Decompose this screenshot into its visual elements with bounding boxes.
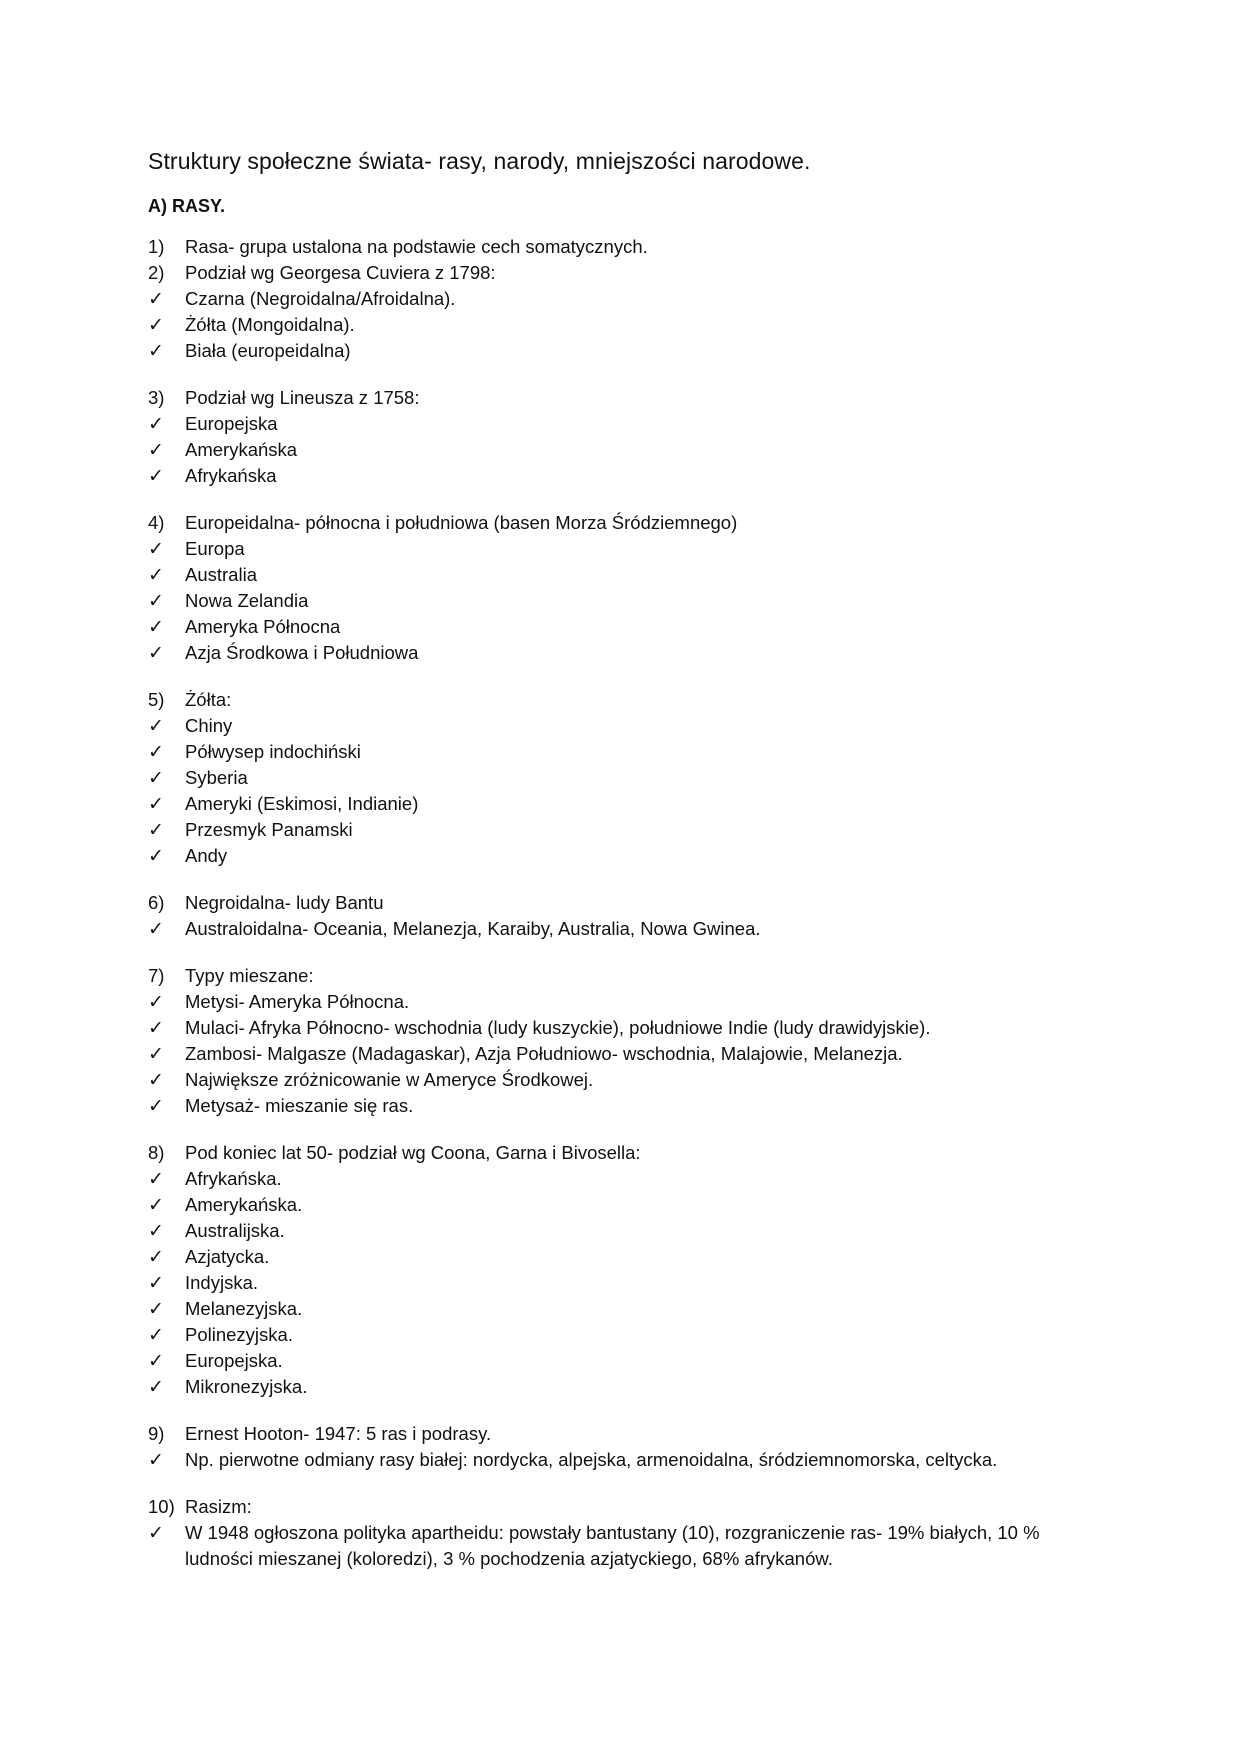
list-item-text: Azjatycka.	[185, 1246, 270, 1267]
list-number: 4)	[148, 512, 165, 533]
check-icon: ✓	[148, 845, 164, 867]
list-number: 10)	[148, 1496, 175, 1517]
list-item-text: Rasizm:	[185, 1496, 252, 1517]
check-icon: ✓	[148, 1017, 164, 1039]
list-item	[148, 463, 1088, 489]
list-number: 5)	[148, 689, 165, 710]
list-section	[148, 1421, 1088, 1473]
list-item	[148, 385, 1088, 411]
list-section	[148, 1494, 1088, 1572]
check-icon: ✓	[148, 1069, 164, 1091]
list-section	[148, 510, 1088, 666]
list-item	[148, 765, 1088, 791]
list-item-text: Przesmyk Panamski	[185, 819, 353, 840]
list-item-text: Polinezyjska.	[185, 1324, 293, 1345]
list-item	[148, 1348, 1088, 1374]
list-item	[148, 640, 1088, 666]
list-item-text: Ameryka Północna	[185, 616, 341, 637]
list-item-text: Rasa- grupa ustalona na podstawie cech somatycznych.	[185, 236, 648, 257]
list-item-text: Andy	[185, 845, 228, 866]
list-item	[148, 1520, 1088, 1572]
list-section	[148, 687, 1088, 869]
list-item-text: Europa	[185, 538, 245, 559]
check-icon: ✓	[148, 642, 164, 664]
check-icon: ✓	[148, 1449, 164, 1471]
check-icon: ✓	[148, 1272, 164, 1294]
list-item	[148, 1296, 1088, 1322]
list-item	[148, 234, 1088, 260]
list-item-text: Afrykańska	[185, 465, 277, 486]
list-item-text: Nowa Zelandia	[185, 590, 309, 611]
list-item	[148, 1270, 1088, 1296]
list-item-text: Podział wg Georgesa Cuviera z 1798:	[185, 262, 496, 283]
check-icon: ✓	[148, 616, 164, 638]
list-number: 1)	[148, 236, 165, 257]
list-item	[148, 286, 1088, 312]
check-icon: ✓	[148, 991, 164, 1013]
list-section	[148, 963, 1088, 1119]
list-item-text: Największe zróżnicowanie w Ameryce Środkowej.	[185, 1069, 594, 1090]
check-icon: ✓	[148, 413, 164, 435]
section-heading: A) RASY.	[148, 196, 226, 216]
document-body	[148, 234, 1088, 1572]
list-item	[148, 312, 1088, 338]
check-icon: ✓	[148, 1043, 164, 1065]
list-item	[148, 510, 1088, 536]
check-icon: ✓	[148, 1095, 164, 1117]
list-item-text: Zambosi- Malgasze (Madagaskar), Azja Południowo- wschodnia, Malajowie, Melanezja.	[185, 1043, 903, 1064]
list-item	[148, 1218, 1088, 1244]
list-item	[148, 1447, 1088, 1473]
list-item	[148, 1192, 1088, 1218]
list-item-text: Melanezyjska.	[185, 1298, 303, 1319]
list-item-text: Półwysep indochiński	[185, 741, 361, 762]
list-item	[148, 437, 1088, 463]
list-number: 7)	[148, 965, 165, 986]
check-icon: ✓	[148, 340, 164, 362]
list-item-text: Podział wg Lineusza z 1758:	[185, 387, 420, 408]
check-icon: ✓	[148, 1298, 164, 1320]
list-item	[148, 817, 1088, 843]
list-item-text: Np. pierwotne odmiany rasy białej: nordycka, alpejska, armenoidalna, śródziemnomorska, celtycka.	[185, 1449, 998, 1470]
list-item-text: Australia	[185, 564, 257, 585]
list-item	[148, 890, 1088, 916]
list-item-text: Syberia	[185, 767, 248, 788]
list-item-text: Metysi- Ameryka Północna.	[185, 991, 410, 1012]
list-item	[148, 536, 1088, 562]
document-title: Struktury społeczne świata- rasy, narody, mniejszości narodowe.	[148, 148, 811, 174]
list-item	[148, 791, 1088, 817]
list-item	[148, 411, 1088, 437]
list-item	[148, 1494, 1088, 1520]
list-item-text: Europejska.	[185, 1350, 283, 1371]
check-icon: ✓	[148, 715, 164, 737]
check-icon: ✓	[148, 1220, 164, 1242]
check-icon: ✓	[148, 1246, 164, 1268]
check-icon: ✓	[148, 741, 164, 763]
list-item-text: Europejska	[185, 413, 278, 434]
list-item-text: Mikronezyjska.	[185, 1376, 308, 1397]
list-item	[148, 1015, 1088, 1041]
check-icon: ✓	[148, 564, 164, 586]
list-item-text: Ernest Hooton- 1947: 5 ras i podrasy.	[185, 1423, 492, 1444]
list-item	[148, 1166, 1088, 1192]
list-section	[148, 890, 1088, 942]
check-icon: ✓	[148, 1194, 164, 1216]
check-icon: ✓	[148, 314, 164, 336]
list-item-text: Amerykańska.	[185, 1194, 303, 1215]
list-item-text: Czarna (Negroidalna/Afroidalna).	[185, 288, 456, 309]
list-item	[148, 1421, 1088, 1447]
list-item-text: Australoidalna- Oceania, Melanezja, Karaiby, Australia, Nowa Gwinea.	[185, 918, 761, 939]
list-item	[148, 562, 1088, 588]
check-icon: ✓	[148, 1168, 164, 1190]
list-item	[148, 1140, 1088, 1166]
list-item-text: Negroidalna- ludy Bantu	[185, 892, 384, 913]
list-item	[148, 1322, 1088, 1348]
list-item-text: Afrykańska.	[185, 1168, 282, 1189]
list-item-text: Żółta:	[185, 689, 232, 710]
list-number: 2)	[148, 262, 165, 283]
check-icon: ✓	[148, 439, 164, 461]
check-icon: ✓	[148, 465, 164, 487]
list-item-text: Australijska.	[185, 1220, 285, 1241]
check-icon: ✓	[148, 819, 164, 841]
list-section	[148, 234, 1088, 364]
list-item	[148, 687, 1088, 713]
list-item-text: W 1948 ogłoszona polityka apartheidu: powstały bantustany (10), rozgraniczenie ras- 19% białych, 10 % ludności mieszanej (koloredzi), 3 % pochodzenia azjatyckiego, 68% afrykanów.	[185, 1522, 1040, 1569]
document-page	[148, 148, 1088, 1593]
check-icon: ✓	[148, 1350, 164, 1372]
check-icon: ✓	[148, 767, 164, 789]
list-item	[148, 916, 1088, 942]
list-section	[148, 385, 1088, 489]
check-icon: ✓	[148, 1522, 164, 1544]
check-icon: ✓	[148, 793, 164, 815]
list-item-text: Amerykańska	[185, 439, 298, 460]
list-item-text: Indyjska.	[185, 1272, 259, 1293]
list-item	[148, 989, 1088, 1015]
check-icon: ✓	[148, 1376, 164, 1398]
list-item	[148, 260, 1088, 286]
list-item	[148, 1067, 1088, 1093]
list-item-text: Azja Środkowa i Południowa	[185, 642, 419, 663]
list-item	[148, 739, 1088, 765]
list-item	[148, 338, 1088, 364]
list-number: 8)	[148, 1142, 165, 1163]
list-item-text: Biała (europeidalna)	[185, 340, 351, 361]
check-icon: ✓	[148, 918, 164, 940]
list-item	[148, 713, 1088, 739]
list-item	[148, 1093, 1088, 1119]
list-item-text: Ameryki (Eskimosi, Indianie)	[185, 793, 419, 814]
check-icon: ✓	[148, 288, 164, 310]
list-number: 3)	[148, 387, 165, 408]
check-icon: ✓	[148, 538, 164, 560]
list-item-text: Chiny	[185, 715, 233, 736]
list-item	[148, 614, 1088, 640]
list-item-text: Mulaci- Afryka Północno- wschodnia (ludy kuszyckie), południowe Indie (ludy drawidyjskie).	[185, 1017, 931, 1038]
list-section	[148, 1140, 1088, 1400]
list-item-text: Typy mieszane:	[185, 965, 314, 986]
list-item-text: Żółta (Mongoidalna).	[185, 314, 355, 335]
check-icon: ✓	[148, 590, 164, 612]
list-item	[148, 588, 1088, 614]
list-item-text: Metysaż- mieszanie się ras.	[185, 1095, 414, 1116]
list-item	[148, 963, 1088, 989]
list-number: 6)	[148, 892, 165, 913]
list-item	[148, 1244, 1088, 1270]
list-item-text: Europeidalna- północna i południowa (basen Morza Śródziemnego)	[185, 512, 738, 533]
list-item-text: Pod koniec lat 50- podział wg Coona, Garna i Bivosella:	[185, 1142, 641, 1163]
list-item	[148, 1374, 1088, 1400]
list-item	[148, 843, 1088, 869]
check-icon: ✓	[148, 1324, 164, 1346]
list-number: 9)	[148, 1423, 165, 1444]
list-item	[148, 1041, 1088, 1067]
